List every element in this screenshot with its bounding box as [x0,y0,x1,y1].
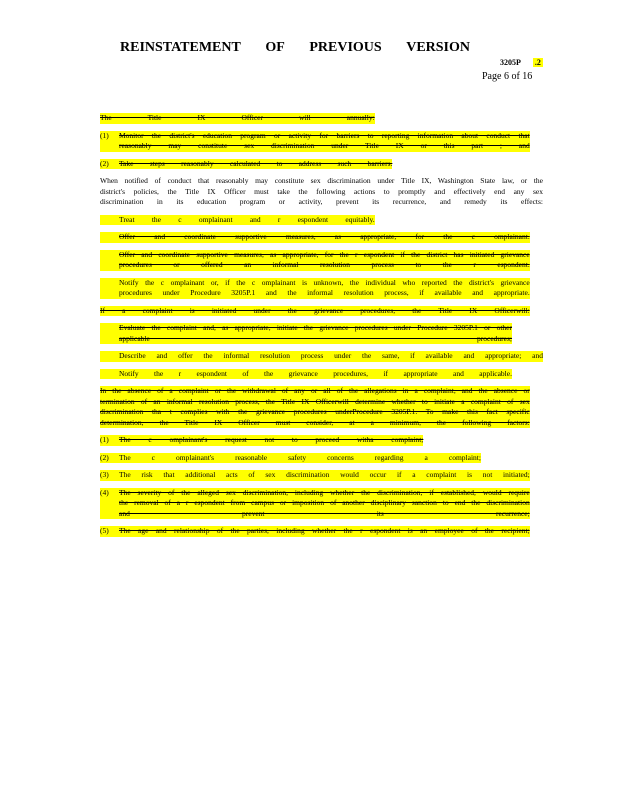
bullet-icon [100,278,106,289]
page-indicator: Page 6 of 16 [482,71,533,82]
bullet-item [100,215,375,226]
item-text: Notify the c omplainant or, if the c omplainant is unknown, the individual who reported the district's grievance procedures under Procedure 3205P.1 and the informal resolution process, if available and appropriate. [119,277,530,297]
item-text: Treat the c omplainant and r espondent equitably. [119,214,375,224]
procedure-number-suffix: .2 [534,58,541,67]
item-text: The risk that additional acts of sex discrimination would occur if a complaint is not initiated; [119,470,530,479]
bullet-icon [100,250,106,261]
item-number: (1) [100,435,109,444]
bullet-item [100,278,530,299]
bullet-item [100,351,543,362]
paragraph-text: If a complaint is initiated under the grievance procedures, the Title IX Officerwill: [100,305,530,315]
paragraph [100,176,543,208]
document-body [100,113,543,544]
item-number: (3) [100,470,109,479]
item-number: (2) [100,158,109,168]
bullet-item [100,369,512,380]
bullet-item [100,250,530,271]
bullet-icon [100,351,106,362]
paragraph [100,386,530,428]
numbered-item [100,453,481,464]
bullet-icon [100,215,106,226]
item-text: Describe and offer the informal resolution process under the same, if available and appropriate; and [119,351,543,360]
item-text: Offer and coordinate supportive measures, as appropriate, for the c omplainant. [119,232,530,241]
item-text: Take steps reasonably calculated to address such barriers. [119,158,393,168]
paragraph-text: When notified of conduct that reasonably may constitute sex discrimination under Title IX, Washington State law, or the district's policies, the Title IX Officer must take the following actions to promptly and effectively end any sex discrimination in its education program or activity, prevent its recurrence, and remedy its effects: [100,176,543,206]
item-text: Monitor the district's education program or activity for barriers to reporting information about conduct that reasonably may constitute sex discrimination under Title IX or this part ; and [119,130,530,150]
bullet-item [100,323,512,344]
paragraph-text: The Title IX Officer will annually: [100,113,375,122]
bullet-icon [100,232,106,243]
document-title [120,40,470,56]
item-text: The severity of the alleged sex discrimination, including whether the discrimination, if established, would require the removal of a r espondent from campus or imposition of another disciplinary sanction to end the discrimination and prevent its recurrence; [119,487,530,518]
paragraph [100,306,530,317]
item-text: The c omplainant's request not to proceed witha complaint; [119,435,424,444]
numbered-item [100,435,423,446]
bullet-item [100,232,530,243]
item-text: Offer and coordinate supportive measures, as appropriate, for the r espondent if the district has initiated grievance procedures or offered an informal resolution process to the r espondent. [119,249,530,269]
procedure-number-base: 3205P [500,58,521,67]
item-number: (4) [100,487,109,497]
intro-paragraph [100,113,375,124]
title-word: PREVIOUS [309,40,382,55]
numbered-item [100,488,530,520]
numbered-item [100,526,530,537]
numbered-item [100,131,530,152]
item-text: The c omplainant's reasonable safety concerns regarding a complaint; [119,452,481,462]
item-text: Notify the r espondent of the grievance procedures, if appropriate and applicable. [119,368,512,378]
item-number: (1) [100,130,109,140]
item-number: (5) [100,526,109,535]
numbered-item [100,470,530,481]
bullet-icon [100,323,106,334]
title-word: REINSTATEMENT [120,40,241,55]
procedure-number [500,58,543,68]
item-number: (2) [100,452,109,462]
bullet-icon [100,369,106,380]
paragraph-text: In the absence of a complaint or the withdrawal of any or all of the allegations in a complaint, and the absence or termination of an informal resolution process, the Title IX Officerwill determine whether to initiate a complaint of sex discrimination tha t complies with the grievance procedures underProcedure 3205P.1. To make this fact specific determination, the Title IX Officer must consider, at a minimum, the following factors: [100,386,530,427]
item-text: Evaluate the complaint and, as appropriate, initiate the grievance procedures under Procedure 3205P.1 or other applicable procedures; [119,323,512,343]
title-word: VERSION [406,40,470,55]
item-text: The age and relationship of the parties, including whether the r espondent is an employee of the recipient; [119,526,530,535]
numbered-item [100,159,392,170]
title-word: OF [265,40,285,55]
